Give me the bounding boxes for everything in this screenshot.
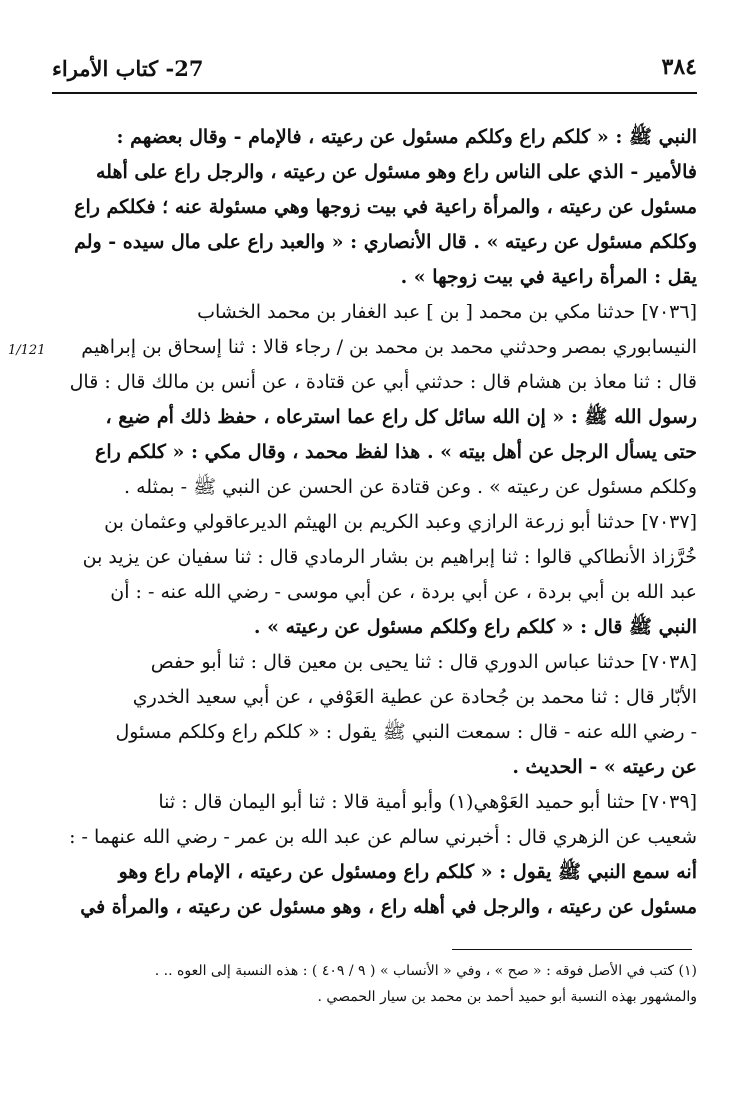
header-divider <box>52 92 697 94</box>
page-header <box>52 52 697 92</box>
chapter-title: 27- كتاب الأمراء <box>52 56 204 81</box>
footnote-line: والمشهور بهذه النسبة أبو حميد أحمد بن محمد بن سيار الحمصي . <box>317 989 697 1005</box>
text-line: حتى يسأل الرجل عن أهل بيته » . هذا لفظ محمد ، وقال مكي : « كلكم راع <box>95 441 697 463</box>
page-number: ٣٨٤ <box>661 54 697 80</box>
text-line: شعيب عن الزهري قال : أخبرني سالم عن عبد الله بن عمر - رضي الله عنهما - : <box>69 826 697 848</box>
text-line: - رضي الله عنه - قال : سمعت النبي ﷺ يقول : « كلكم راع وكلكم مسئول <box>115 721 697 743</box>
hadith-7037-line: [٧٠٣٧] حدثنا أبو زرعة الرازي وعبد الكريم بن الهيثم الديرعاقولي وعثمان بن <box>104 511 697 533</box>
text-line: الأبّار قال : ثنا محمد بن جُحادة عن عطية العَوْفي ، عن أبي سعيد الخدري <box>132 686 697 708</box>
text-line: خُرَّزاذ الأنطاكي قالوا : ثنا إبراهيم بن بشار الرمادي قال : ثنا سفيان عن يزيد بن <box>82 546 697 568</box>
text-line: أنه سمع النبي ﷺ يقول : « كلكم راع ومسئول عن رعيته ، الإمام راع وهو <box>118 861 697 883</box>
footnote-divider <box>452 949 692 950</box>
text-line: النبي ﷺ : « كلكم راع وكلكم مسئول عن رعيته ، فالإمام - وقال بعضهم : <box>116 126 697 148</box>
text-line: رسول الله ﷺ : « إن الله سائل كل راع عما استرعاه ، حفظ ذلك أم ضيع ، <box>105 406 697 428</box>
text-line: مسئول عن رعيته ، والمرأة راعية في بيت زوجها وهي مسئولة عنه ؛ فكلكم راع <box>74 196 697 218</box>
text-line: مسئول عن رعيته ، والرجل في أهله راع ، وهو مسئول عن رعيته ، والمرأة في <box>80 896 697 918</box>
text-line: النبي ﷺ قال : « كلكم راع وكلكم مسئول عن رعيته » . <box>253 616 697 638</box>
margin-manuscript-reference: 1/121 <box>8 343 46 358</box>
text-line: يقل : المرأة راعية في بيت زوجها » . <box>400 266 697 288</box>
text-line: وكلكم مسئول عن رعيته » . قال الأنصاري : « والعبد راع على مال سيده - ولم <box>74 231 697 253</box>
text-line: عن رعيته » - الحديث . <box>512 756 697 778</box>
main-text <box>52 120 697 925</box>
text-line: فالأمير - الذي على الناس راع وهو مسئول عن رعيته ، والرجل راع على أهله <box>95 161 697 183</box>
hadith-7038-line: [٧٠٣٨] حدثنا عباس الدوري قال : ثنا يحيى بن معين قال : ثنا أبو حفص <box>150 651 697 673</box>
footnote-line: (١) كتب في الأصل فوقه : « صح » ، وفي « الأنساب » ( ٩ / ٤٠٩ ) : هذه النسبة إلى العوه .. . <box>154 963 697 979</box>
text-line: النيسابوري بمصر وحدثني محمد بن محمد بن / رجاء قالا : ثنا إسحاق بن إبراهيم <box>81 336 697 358</box>
footnotes <box>60 958 697 1010</box>
text-line: وكلكم مسئول عن رعيته » . وعن قتادة عن الحسن عن النبي ﷺ - بمثله . <box>124 476 697 498</box>
hadith-7039-line: [٧٠٣٩] حثنا أبو حميد العَوْهي(١) وأبو أمية قالا : ثنا أبو اليمان قال : ثنا <box>158 791 697 813</box>
hadith-7036-line: [٧٠٣٦] حدثنا مكي بن محمد [ بن ] عبد الغفار بن محمد الخشاب <box>197 301 697 323</box>
text-line: قال : ثنا معاذ بن هشام قال : حدثني أبي عن قتادة ، عن أنس بن مالك قال : قال <box>69 371 697 393</box>
text-line: عبد الله بن أبي بردة ، عن أبي بردة ، عن أبي موسى - رضي الله عنه - : أن <box>110 581 697 603</box>
